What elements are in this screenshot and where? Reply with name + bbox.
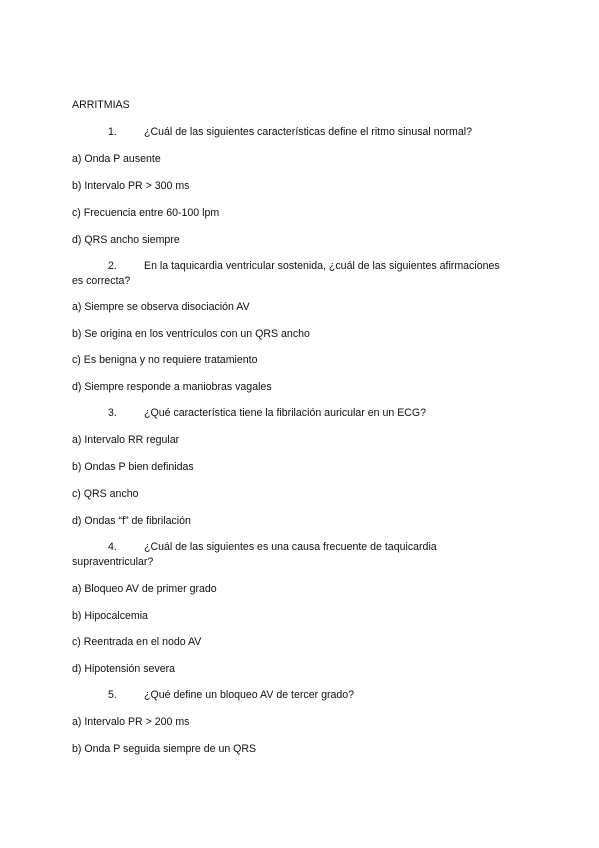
question-4-text-continued: supraventricular? <box>72 556 154 568</box>
question-2-text-continued: es correcta? <box>72 275 131 287</box>
question-4-number: 4. <box>108 541 117 553</box>
question-2-option-d: d) Siempre responde a maniobras vagales <box>72 381 272 393</box>
question-3-option-a: a) Intervalo RR regular <box>72 434 180 446</box>
question-2-option-c: c) Es benigna y no requiere tratamiento <box>72 354 258 366</box>
question-4-text: ¿Cuál de las siguientes es una causa frecuente de taquicardia <box>144 541 437 553</box>
question-1-number: 1. <box>108 126 117 138</box>
question-5-option-b: b) Onda P seguida siempre de un QRS <box>72 743 257 755</box>
question-3-text: ¿Qué característica tiene la fibrilación auricular en un ECG? <box>144 407 427 419</box>
question-5-text: ¿Qué define un bloqueo AV de tercer grado? <box>144 689 355 701</box>
question-2-option-b: b) Se origina en los ventrículos con un QRS ancho <box>72 328 310 340</box>
question-1-option-a: a) Onda P ausente <box>72 153 161 165</box>
question-5-option-a: a) Intervalo PR > 200 ms <box>72 716 190 728</box>
question-1-option-b: b) Intervalo PR > 300 ms <box>72 180 190 192</box>
question-4-option-d: d) Hipotensión severa <box>72 663 176 675</box>
question-2-number: 2. <box>108 260 117 272</box>
question-4-option-a: a) Bloqueo AV de primer grado <box>72 583 217 595</box>
question-3-number: 3. <box>108 407 117 419</box>
question-3-option-b: b) Ondas P bien definidas <box>72 461 194 473</box>
question-5-number: 5. <box>108 689 117 701</box>
question-2-text: En la taquicardia ventricular sostenida, ¿cuál de las siguientes afirmaciones <box>144 260 500 272</box>
question-1-option-c: c) Frecuencia entre 60-100 lpm <box>72 207 220 219</box>
question-3-option-d: d) Ondas “f” de fibrilación <box>72 515 191 527</box>
question-3-option-c: c) QRS ancho <box>72 488 139 500</box>
document-title: ARRITMIAS <box>72 99 130 111</box>
question-1-text: ¿Cuál de las siguientes características define el ritmo sinusal normal? <box>144 126 472 138</box>
question-1-option-d: d) QRS ancho siempre <box>72 234 180 246</box>
question-2-option-a: a) Siempre se observa disociación AV <box>72 301 250 313</box>
question-4-option-b: b) Hipocalcemia <box>72 610 148 622</box>
question-4-option-c: c) Reentrada en el nodo AV <box>72 636 202 648</box>
